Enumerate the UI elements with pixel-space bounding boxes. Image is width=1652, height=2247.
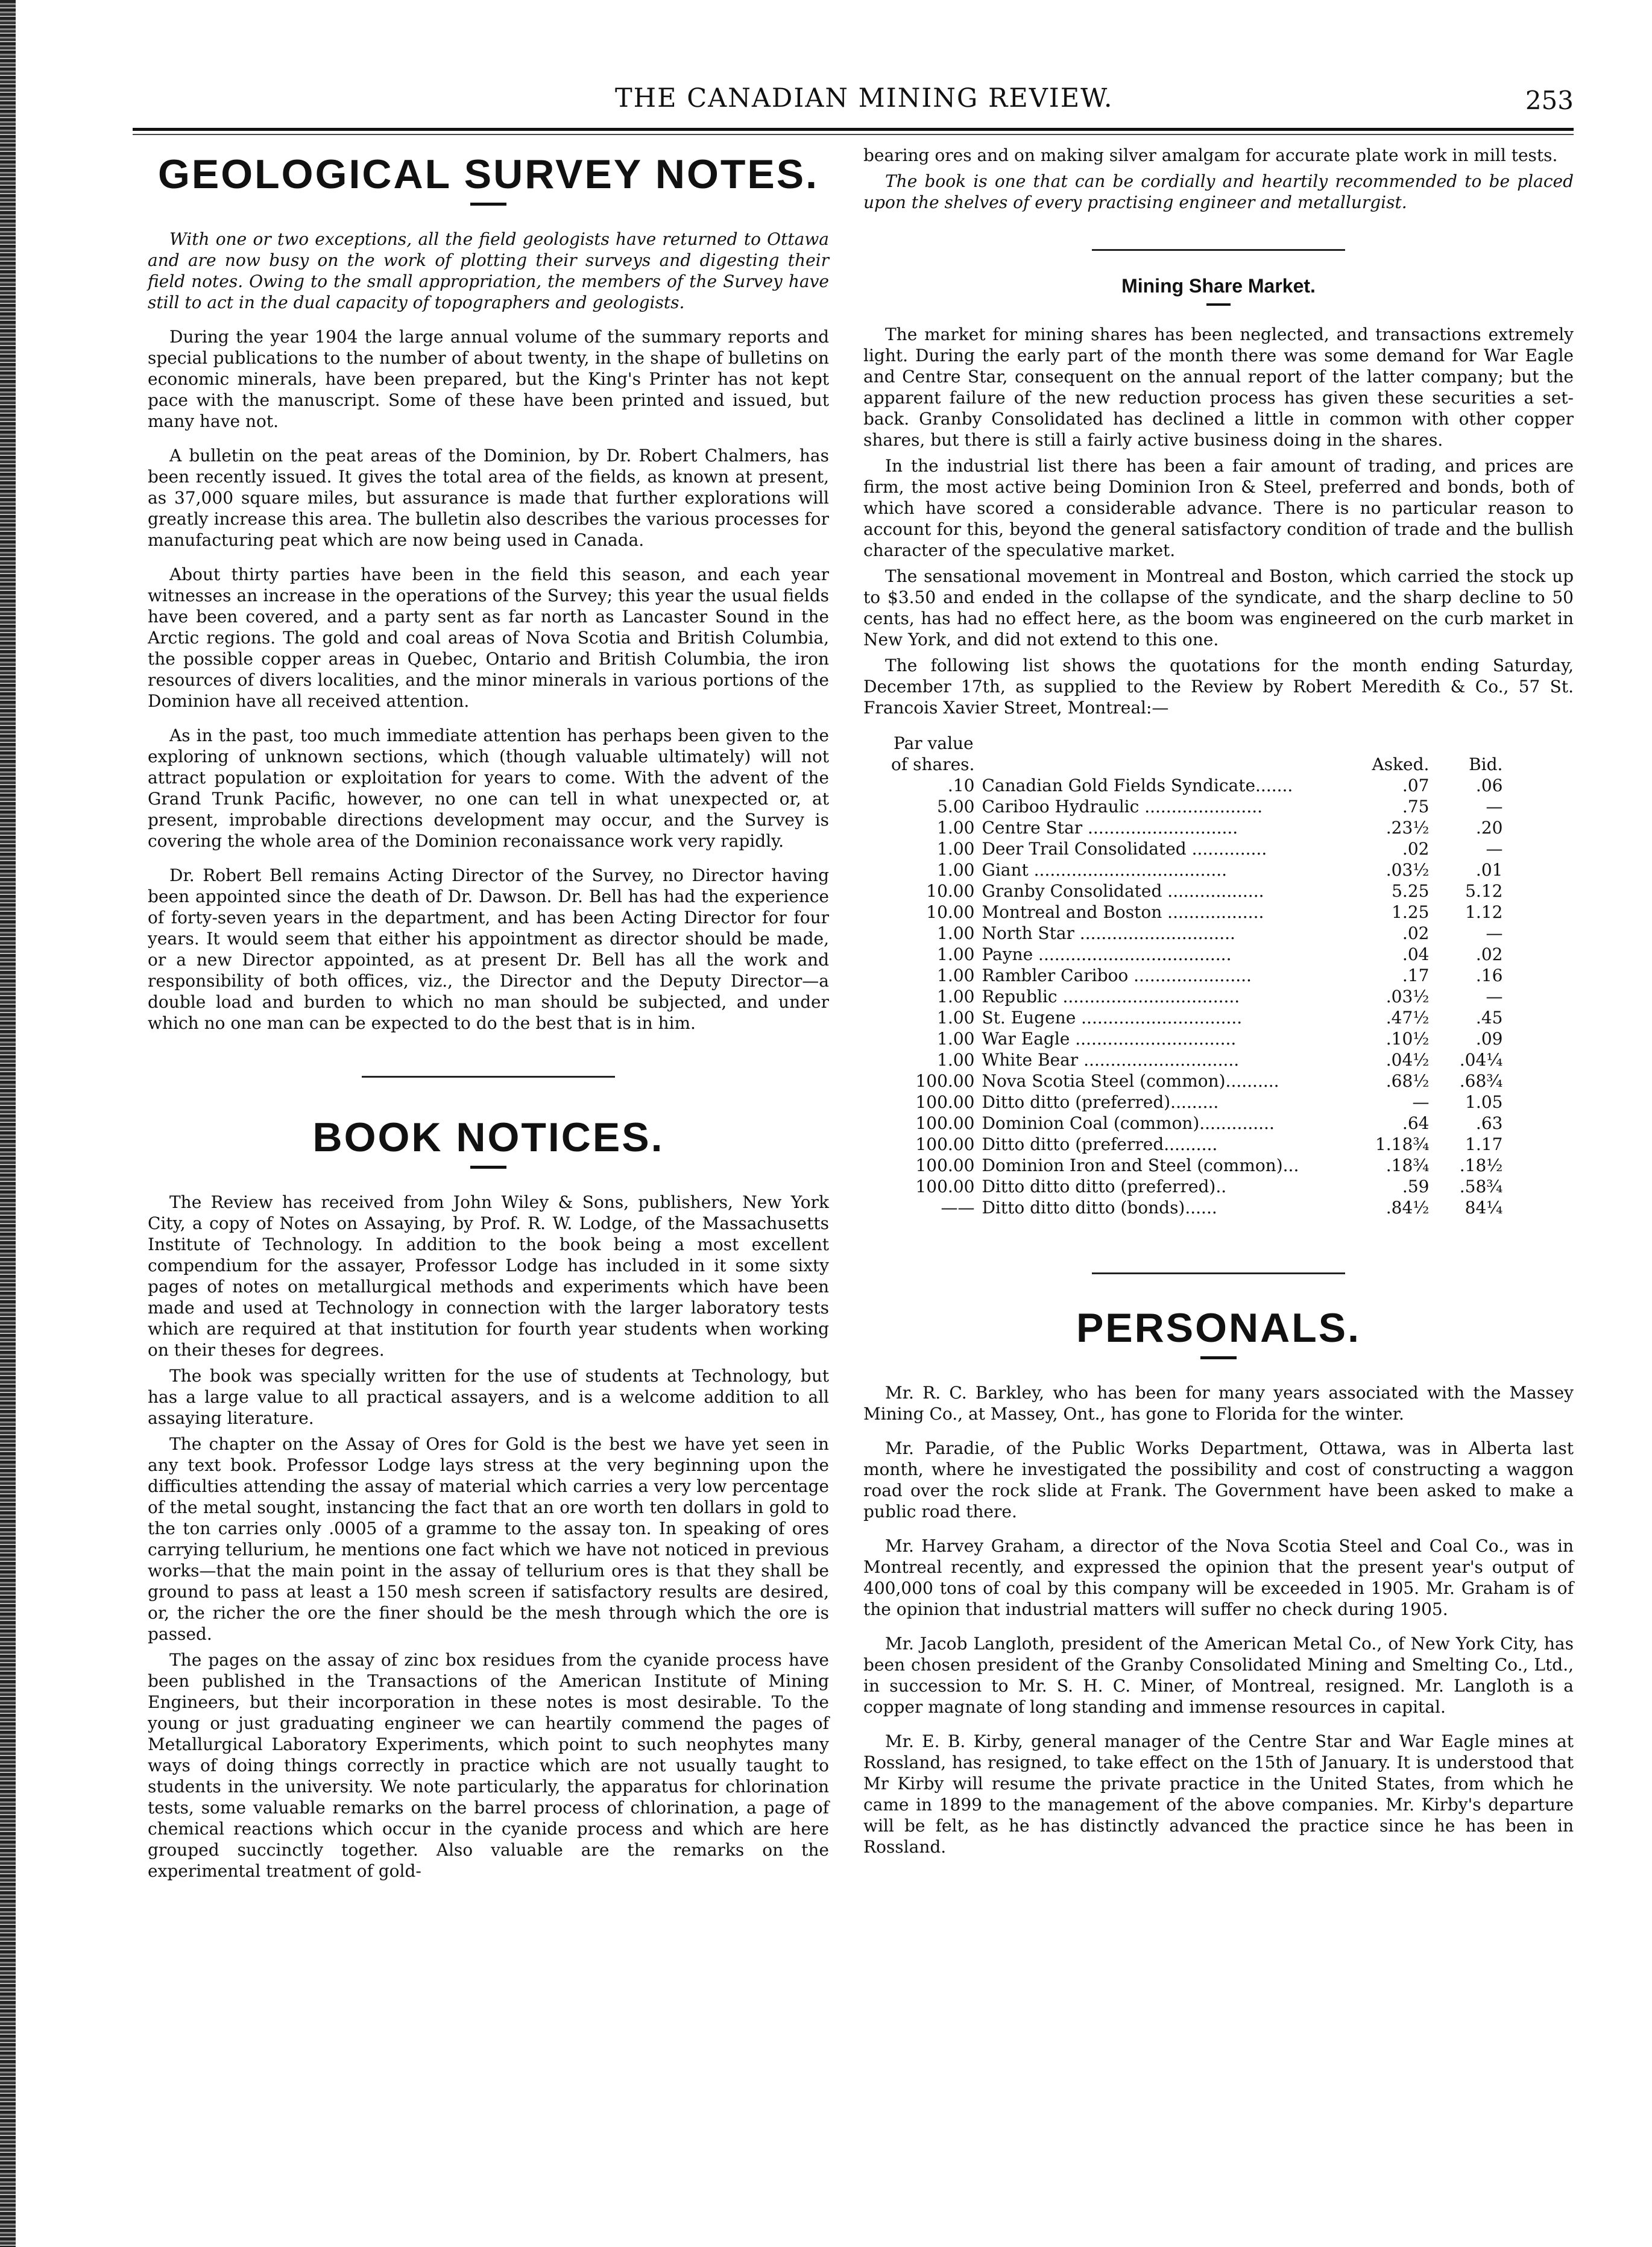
cell-name: Montreal and Boston .................. [982, 902, 1264, 922]
cell-asked: .07 [1402, 776, 1430, 795]
cell-asked: 1.25 [1392, 902, 1430, 922]
cell-asked: .04½ [1386, 1050, 1430, 1070]
cell-name: White Bear ............................. [982, 1050, 1240, 1070]
cell-bid: — [1486, 839, 1503, 859]
book-continued: bearing ores and on making silver amalgam for accurate plate work in mill tests. [863, 145, 1558, 165]
cell-name: St. Eugene .............................. [982, 1008, 1243, 1028]
table-row [887, 1197, 1506, 1218]
cell-asked: .75 [1402, 797, 1430, 817]
personals-paragraph: Mr. Harvey Graham, a director of the Nova Scotia Steel and Coal Co., was in Montreal recently, and expressed the opinion that the present year's output of 400,000 tons of coal by this company will be exceeded in 1905. Mr. Graham is of the opinion that industrial matters will suffer no check during 1905. [863, 1536, 1574, 1619]
geological-paragraph: As in the past, too much immediate attention has perhaps been given to the exploring of unknown sections, which (though valuable ultimately) will not attract population or exploitation for years to come. With the advent of the Grand Trunk Pacific, however, no one can tell in what unexpected or, at present, improbable directions development may occur, and the Survey is covering the whole area of the Dominion reconaissance work very rapidly. [148, 725, 829, 851]
cell-bid: .01 [1475, 860, 1503, 880]
cell-bid: .45 [1475, 1008, 1503, 1028]
cell-asked: .03½ [1386, 987, 1430, 1007]
geological-paragraph: A bulletin on the peat areas of the Dominion, by Dr. Robert Chalmers, has been recently issued. It gives the total area of the fields, as known at present, as 37,000 square miles, but assurance is made that further explorations will greatly increase this area. The bulletin also describes the various processes for manufacturing peat which are now being used in Canada. [148, 446, 829, 550]
section-separator [1092, 249, 1345, 251]
table-row [887, 1113, 1506, 1134]
cell-par: 1.00 [937, 818, 975, 838]
cell-name: Rambler Cariboo ...................... [982, 965, 1252, 985]
cell-par: 5.00 [937, 797, 975, 817]
market-paragraph: The market for mining shares has been neglected, and transactions extremely light. During the early part of the month there was some demand for War Eagle and Centre Star, consequent on the annual report of the latter company; but the apparent failure of the new reduction process has given these securities a set-back. Granby Consolidated has declined a little in common with other copper shares, but there is still a fairly active business doing in the shares. [863, 324, 1574, 450]
table-row [887, 1070, 1506, 1092]
cell-name: Dominion Iron and Steel (common)... [982, 1155, 1299, 1175]
cell-bid: .16 [1475, 965, 1503, 985]
cell-par: 1.00 [937, 923, 975, 943]
book-notices-title: BOOK NOTICES. [312, 1114, 664, 1160]
cell-par: 1.00 [937, 987, 975, 1007]
cell-par: 10.00 [926, 881, 975, 901]
cell-name: North Star ............................. [982, 923, 1235, 943]
personals-title: PERSONALS. [1076, 1305, 1361, 1351]
table-row [887, 1049, 1506, 1070]
cell-bid: 84¼ [1464, 1198, 1503, 1218]
cell-name: Giant .................................... [982, 860, 1228, 880]
cell-asked: 1.18¾ [1375, 1134, 1430, 1154]
cell-bid: .20 [1475, 818, 1503, 838]
cell-par: 10.00 [926, 902, 975, 922]
market-title: Mining Share Market. [1121, 275, 1316, 297]
table-row [887, 880, 1506, 902]
quotations-table-wrapper [863, 733, 1574, 1218]
cell-name: War Eagle .............................. [982, 1029, 1237, 1049]
cell-asked: .64 [1402, 1113, 1430, 1133]
page-header [133, 83, 1574, 125]
journal-title: THE CANADIAN MINING REVIEW. [615, 83, 1114, 113]
cell-par: .10 [947, 776, 975, 795]
table-row [887, 838, 1506, 859]
cell-name: Nova Scotia Steel (common).......... [982, 1071, 1279, 1091]
cell-name: Cariboo Hydraulic ...................... [982, 797, 1263, 817]
title-dash [470, 1166, 506, 1169]
cell-bid: .58¾ [1459, 1177, 1503, 1196]
par-header: of shares. [891, 754, 975, 774]
table-row [887, 902, 1506, 923]
cell-bid: .68¾ [1459, 1071, 1503, 1091]
cell-bid: .04¼ [1459, 1050, 1503, 1070]
personals-paragraph: Mr. R. C. Barkley, who has been for many years associated with the Massey Mining Co., at Massey, Ont., has gone to Florida for the winter. [863, 1383, 1574, 1424]
cell-asked: .59 [1402, 1177, 1430, 1196]
table-row [887, 1092, 1506, 1113]
cell-par: 1.00 [937, 1008, 975, 1028]
geological-paragraph: During the year 1904 the large annual volume of the summary reports and special publications to the number of about twenty, in the shape of bulletins on economic minerals, have been prepared, but the King's Printer has not kept pace with the manuscript. Some of these have been printed and issued, but many have not. [148, 327, 829, 431]
cell-par: 1.00 [937, 860, 975, 880]
header-rule-thin [133, 134, 1574, 135]
geological-title: GEOLOGICAL SURVEY NOTES. [158, 151, 819, 197]
table-row [887, 1155, 1506, 1176]
title-dash [470, 203, 506, 206]
section-separator [1092, 1272, 1345, 1274]
cell-par: 1.00 [937, 965, 975, 985]
cell-asked: .02 [1402, 923, 1430, 943]
cell-par: 100.00 [915, 1092, 975, 1112]
cell-bid: .63 [1475, 1113, 1503, 1133]
cell-asked: .18¾ [1386, 1155, 1430, 1175]
book-paragraph: The Review has received from John Wiley & Sons, publishers, New York City, a copy of Notes on Assaying, by Prof. R. W. Lodge, of the Massachusetts Institute of Technology. In addition to the book being a most excellent compendium for the assayer, Professor Lodge has included in it some sixty pages of notes on metallurgical methods and experiments which have been made and used at Technology in connection with the larger laboratory tests which are required at that institution for fourth year students when working on their theses for degrees. [148, 1192, 829, 1360]
cell-par: —— [941, 1198, 975, 1218]
table-row [887, 775, 1506, 796]
quotations-table [887, 754, 1506, 1218]
cell-name: Ditto ditto (preferred.......... [982, 1134, 1218, 1154]
table-row [887, 986, 1506, 1007]
personals-paragraph: Mr. E. B. Kirby, general manager of the Centre Star and War Eagle mines at Rossland, has resigned, to take effect on the 15th of January. It is understood that Mr Kirby will resume the private practice in the United States, from which he came in 1899 to the management of the above companies. Mr. Kirby's departure will be felt, as he has distinctly advanced the practice since he has been in Rossland. [863, 1731, 1574, 1857]
geological-paragraph: About thirty parties have been in the field this season, and each year witnesses an increase in the operations of the Survey; this year the usual fields have been covered, and a party sent as far north as Lancaster Sound in the Arctic regions. The gold and coal areas of Nova Scotia and British Columbia, the possible copper areas in Quebec, Ontario and British Columbia, the iron resources of divers localities, and the minor minerals in various portions of the Dominion have all received attention. [148, 564, 829, 711]
cell-name: Dominion Coal (common).............. [982, 1113, 1275, 1133]
cell-bid: — [1486, 923, 1503, 943]
cell-bid: .02 [1475, 944, 1503, 964]
table-row [887, 1176, 1506, 1197]
book-paragraph: The chapter on the Assay of Ores for Gold is the best we have yet seen in any text book. Professor Lodge lays stress at the very beginning upon the difficulties attending the assay of material which carries a very low percentage of the metal sought, instancing the fact that an ore worth ten dollars in gold to the ton carries only .0005 of a gramme to the assay ton. In speaking of ores carrying tellurium, he mentions one fact which we have not noticed in previous works—that the main point in the assay of tellurium ores is that they shall be ground to pass at least a 150 mesh screen if satisfactory results are desired, or, the richer the ore the finer should be the mesh through which the ore is passed. [148, 1434, 829, 1644]
cell-name: Canadian Gold Fields Syndicate....... [982, 776, 1293, 795]
cell-asked: .17 [1402, 965, 1430, 985]
header-rule [133, 128, 1574, 131]
left-column [148, 145, 829, 1886]
cell-bid: .18½ [1459, 1155, 1503, 1175]
page-number: 253 [1525, 86, 1574, 115]
cell-asked: .03½ [1386, 860, 1430, 880]
personals-paragraph: Mr. Jacob Langloth, president of the American Metal Co., of New York City, has been chosen president of the Granby Consolidated Mining and Smelting Co., Ltd., in succession to Mr. S. H. C. Miner, of Montreal, resigned. Mr. Langloth is a copper magnate of long standing and immense resources in capital. [863, 1634, 1574, 1717]
table-header-row [887, 754, 1506, 775]
table-row [887, 923, 1506, 944]
cell-par: 1.00 [937, 944, 975, 964]
cell-bid: 1.17 [1465, 1134, 1503, 1154]
cell-asked: .68½ [1386, 1071, 1430, 1091]
personals-paragraph: Mr. Paradie, of the Public Works Department, Ottawa, was in Alberta last month, where he investigated the possibility and cost of constructing a waggon road over the rock slide at Frank. The Government have been asked to make a public road there. [863, 1438, 1574, 1522]
table-row [887, 965, 1506, 986]
cell-bid: .09 [1475, 1029, 1503, 1049]
table-row [887, 1134, 1506, 1155]
market-paragraph: The following list shows the quotations for the month ending Saturday, December 17th, as supplied to the Review by Robert Meredith & Co., 57 St. Francois Xavier Street, Montreal:— [863, 656, 1574, 718]
bid-header: Bid. [1469, 754, 1503, 774]
quotations-body [887, 775, 1506, 1218]
cell-par: 100.00 [915, 1071, 975, 1091]
cell-bid: — [1486, 987, 1503, 1007]
geological-paragraph: Dr. Robert Bell remains Acting Director of the Survey, no Director having been appointed since the death of Dr. Dawson. Dr. Bell has had the experience of forty-seven years in the department, and has been Acting Director for four years. It would seem that either his appointment as director should be made, or a new Director appointed, as at present Dr. Bell has all the work and responsibility of both offices, viz., the Director and the Deputy Director—a double load and burden to which no man should be subjected, and under which no one man can be expected to do the best that is in him. [148, 865, 829, 1033]
right-column [863, 145, 1574, 1871]
table-row [887, 817, 1506, 838]
title-dash [1200, 1356, 1237, 1359]
cell-par: 1.00 [937, 839, 975, 859]
cell-asked: — [1412, 1092, 1430, 1112]
cell-name: Deer Trail Consolidated .............. [982, 839, 1267, 859]
book-paragraph: The pages on the assay of zinc box residues from the cyanide process have been published in the Transactions of the American Institute of Mining Engineers, but their incorporation in these notes is most desirable. To the young or just graduating engineer we can heartily commend the pages of Metallurgical Laboratory Experiments, which point to such neophytes many ways of doing things correctly in practice which are not usually taught to students in the university. We note particularly, the apparatus for chlorination tests, some valuable remarks on the barrel process of chlorination, a page of chemical reactions which occur in the cyanide process and which are here grouped succinctly together. Also valuable are the remarks on the experimental treatment of gold- [148, 1650, 829, 1881]
geological-paragraph: With one or two exceptions, all the field geologists have returned to Ottawa and are now busy on the work of plotting their surveys and digesting their field notes. Owing to the small appropriation, the members of the Survey have still to act in the dual capacity of topographers and geologists. [148, 229, 829, 312]
cell-name: Ditto ditto ditto (preferred).. [982, 1177, 1227, 1196]
book-closing: The book is one that can be cordially and heartily recommended to be placed upon the shelves of every practising engineer and metallurgist. [863, 171, 1574, 212]
table-row [887, 1007, 1506, 1028]
cell-par: 1.00 [937, 1029, 975, 1049]
cell-name: Centre Star ............................ [982, 818, 1238, 838]
table-row [887, 796, 1506, 817]
section-separator [362, 1076, 615, 1078]
cell-bid: 5.12 [1465, 881, 1503, 901]
cell-bid: 1.12 [1465, 902, 1503, 922]
cell-par: 100.00 [915, 1155, 975, 1175]
asked-header: Asked. [1372, 754, 1430, 774]
title-dash [1206, 303, 1231, 306]
par-value-label: Par value [894, 733, 974, 753]
cell-asked: .23½ [1386, 818, 1430, 838]
cell-name: Granby Consolidated .................. [982, 881, 1264, 901]
book-paragraph: The book was specially written for the use of students at Technology, but has a large value to all practical assayers, and is a welcome addition to all assaying literature. [148, 1366, 829, 1428]
cell-asked: 5.25 [1392, 881, 1430, 901]
table-row [887, 1028, 1506, 1049]
table-row [887, 859, 1506, 880]
page-binding-edge [0, 0, 16, 2247]
cell-name: Republic ................................. [982, 987, 1240, 1007]
cell-name: Ditto ditto (preferred)......... [982, 1092, 1219, 1112]
market-paragraph: In the industrial list there has been a fair amount of trading, and prices are firm, the most active being Dominion Iron & Steel, preferred and bonds, both of which have scored a considerable advance. There is no particular reason to account for this, beyond the general satisfactory condition of trade and the bullish character of the speculative market. [863, 456, 1574, 560]
cell-bid: — [1486, 797, 1503, 817]
cell-par: 100.00 [915, 1113, 975, 1133]
cell-asked: .04 [1402, 944, 1430, 964]
market-paragraph: The sensational movement in Montreal and Boston, which carried the stock up to $3.50 and ended in the collapse of the syndicate, and the sharp decline to 50 cents, has had no effect here, as the boom was engineered on the curb market in New York, and did not extend to this one. [863, 566, 1574, 649]
cell-par: 1.00 [937, 1050, 975, 1070]
cell-bid: .06 [1475, 776, 1503, 795]
cell-name: Payne .................................... [982, 944, 1232, 964]
table-row [887, 944, 1506, 965]
cell-name: Ditto ditto ditto (bonds)...... [982, 1198, 1217, 1218]
cell-asked: .02 [1402, 839, 1430, 859]
cell-par: 100.00 [915, 1177, 975, 1196]
cell-asked: .10½ [1386, 1029, 1430, 1049]
cell-asked: .47½ [1386, 1008, 1430, 1028]
cell-bid: 1.05 [1465, 1092, 1503, 1112]
cell-asked: .84½ [1386, 1198, 1430, 1218]
cell-par: 100.00 [915, 1134, 975, 1154]
